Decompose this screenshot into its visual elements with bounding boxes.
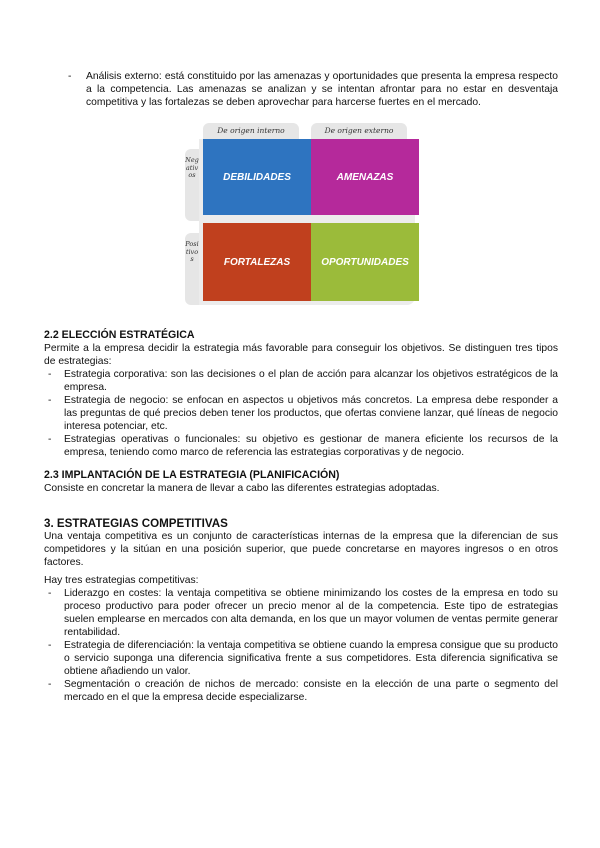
- section-3-heading: 3. ESTRATEGIAS COMPETITIVAS: [44, 517, 228, 530]
- intro-bullet-text: Análisis externo: está constituido por las amenazas y oportunidades que presenta la empresa respecto a la competencia. Las amenazas se analizan y se intentan afrontar para no estar en desventaja competitiva y las fortalezas se deben aprovechar para harcerse fuertes en el mercado.: [86, 71, 558, 108]
- section-3-intro: Una ventaja competitiva es un conjunto de características internas de la empresa que la diferencian de sus competidores y la sitúan en una posición superior, que puede concretarse en mayores ingresos o en otros factores.: [44, 531, 558, 568]
- bullet-dash: -: [48, 640, 52, 651]
- bullet-dash: -: [48, 395, 52, 406]
- list-item: [44, 639, 558, 678]
- list-item-text: Estrategia corporativa: son las decisiones o el plan de acción para alcanzar los objetivos estratégicos de la empresa.: [64, 369, 558, 393]
- list-item-text: Estrategias operativas o funcionales: su objetivo es gestionar de manera eficiente los recursos de la empresa, teniendo como marco de referencia las estrategias corporativas y de negocio.: [64, 434, 558, 458]
- section-2-3-heading: 2.3 IMPLANTACIÓN DE LA ESTRATEGIA (PLANIFICACIÓN): [44, 469, 340, 481]
- list-item: [44, 368, 558, 394]
- list-item-text: Estrategia de negocio: se enfocan en aspectos u objetivos más concretos. La empresa debe responder a las preguntas de qué precios deben tener los productos, que ofertas conviene lanzar, qué líneas de negocio interesa potenciar, etc.: [64, 395, 558, 432]
- section-2-2-heading: 2.2 ELECCIÓN ESTRATÉGICA: [44, 329, 195, 341]
- list-item-text: Liderazgo en costes: la ventaja competitiva se obtiene minimizando los costes de la empresa en todo su proceso productivo para poder ofrecer un precio menor al de la competencia. Este tipo de estrategias suelen emplearse en mercados con alta demanda, en los que un mayor volumen de ventas permite generar rentabilidad.: [64, 588, 558, 638]
- list-item-text: Segmentación o creación de nichos de mercado: consiste en la elección de una parte o segmento del mercado en el que la empresa decide especializarse.: [64, 679, 558, 703]
- list-item: [44, 433, 558, 459]
- bullet-dash: -: [48, 588, 52, 599]
- row-header-negative: Negativos: [185, 149, 199, 221]
- bullet-dash: -: [48, 369, 52, 380]
- col-header-internal: De origen interno: [203, 123, 299, 139]
- bullet-dash: -: [48, 434, 52, 445]
- section-3-lead: Hay tres estrategias competitivas:: [44, 575, 199, 586]
- list-item: [44, 678, 558, 704]
- bullet-dash: -: [48, 679, 52, 690]
- list-item: [44, 394, 558, 433]
- col-header-external: De origen externo: [311, 123, 407, 139]
- swot-diagram: [185, 123, 417, 309]
- swot-debilidades: DEBILIDADES: [203, 139, 311, 215]
- document-page: [44, 70, 558, 704]
- list-item-text: Estrategia de diferenciación: la ventaja competitiva se obtiene cuando la empresa consigue que su producto o servicio suponga una diferencia significativa frente a sus competidores. Esta diferencia significativa se obtiene añadiendo un valor.: [64, 640, 558, 677]
- row-header-positive: Positivos: [185, 233, 199, 305]
- bullet-dash: -: [68, 71, 72, 82]
- list-item: [44, 587, 558, 639]
- intro-bullet: [44, 70, 558, 109]
- swot-oportunidades: OPORTUNIDADES: [311, 223, 419, 301]
- swot-fortalezas: FORTALEZAS: [203, 223, 311, 301]
- section-2-3-text: Consiste en concretar la manera de llevar a cabo las diferentes estrategias adoptadas.: [44, 483, 440, 494]
- section-2-2-intro: Permite a la empresa decidir la estrategia más favorable para conseguir los objetivos. Se distinguen tres tipos de estrategias:: [44, 343, 558, 367]
- swot-amenazas: AMENAZAS: [311, 139, 419, 215]
